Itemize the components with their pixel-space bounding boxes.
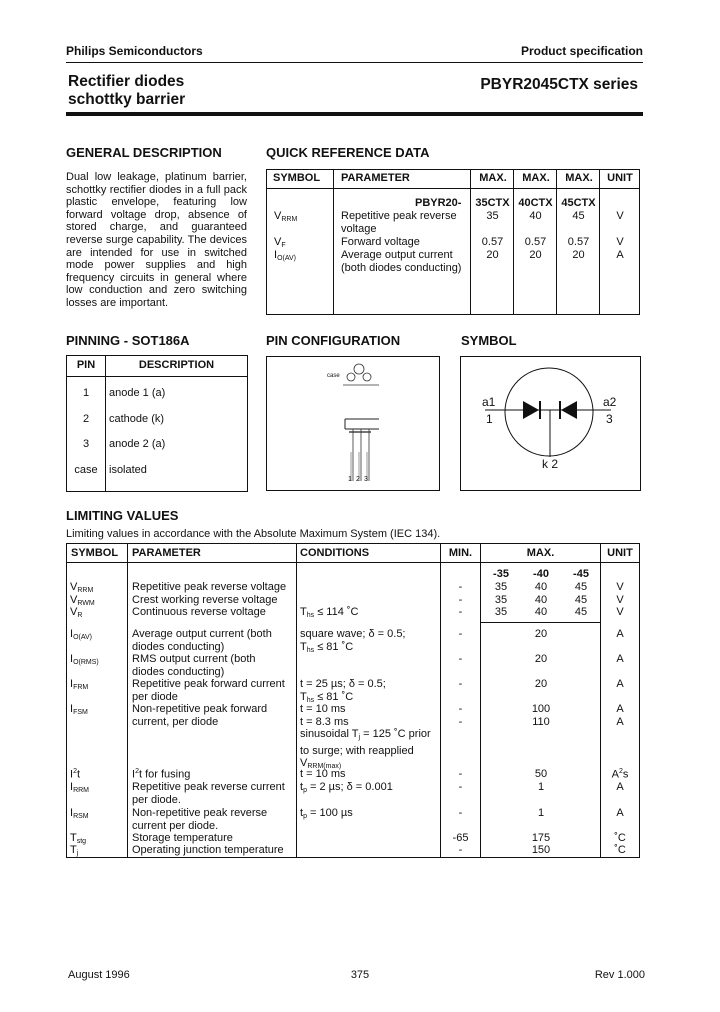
lv-row-max: 20 [534, 678, 548, 690]
lv-row-parameter: Repetitive peak reverse voltage [132, 581, 287, 593]
footer-revision: Rev 1.000 [594, 969, 645, 981]
symbol-heading: SYMBOL [461, 333, 517, 348]
lv-row-conditions: t = 10 ms [300, 768, 346, 780]
qrd-type-prefix: PBYR20- [415, 197, 462, 209]
lv-row-max: 150 [531, 844, 551, 856]
lv-row-symbol: $V_{RWM}$ [70, 594, 95, 607]
pin-label-2: 2 [356, 476, 360, 483]
pin-configuration-heading: PIN CONFIGURATION [266, 333, 401, 348]
general-description-text: Dual low leakage, platinum barrier, schottky rectifier diodes in a full pack plastic envelope, featuring low forward voltage drop, absence of stored charge, and guaranteed reverse surge capability. The devices are intended for use in switched mode power supplies and high frequency circuits in general where low conduction and zero switching losses are important. [66, 171, 247, 309]
qrd-header-parameter: PARAMETER [341, 172, 410, 184]
qrd-row-vrrm-40: 40 [529, 210, 542, 222]
lv-row-unit: A [616, 678, 624, 690]
lv-row-max: 1 [537, 807, 545, 819]
pin-configuration-diagram [266, 356, 440, 491]
lv-row-unit: V [616, 606, 624, 618]
qrd-header-unit: UNIT [607, 172, 633, 184]
package-outline-drawing [267, 357, 439, 490]
lv-row-unit: V [616, 594, 624, 606]
lv-row-symbol: $I_{FSM}$ [70, 703, 88, 716]
lv-row-parameter: $I^2t$ for fusing [132, 768, 191, 781]
lv-row-conditions: t = 10 ms t = 8.3 ms sinusoidal $T_j = 125$ ˚C prior to surge; with reapplied $V_{RRM(max)}$ [300, 703, 431, 770]
limiting-values-intro: Limiting values in accordance with the Absolute Maximum System (IEC 134). [66, 528, 441, 540]
pinning-row-desc: anode 2 (a) [109, 438, 166, 450]
lv-row-conditions: t = 25 µs; δ = 0.5; $T_{hs} \le 81$ ˚C [300, 678, 386, 704]
qrd-row-vrrm-parameter: Repetitive peak reverse voltage [341, 210, 457, 235]
qrd-row-io-35: 20 [486, 249, 499, 261]
qrd-header-rule [267, 188, 639, 189]
limiting-values-heading: LIMITING VALUES [66, 508, 179, 523]
lv-row-unit: A [616, 807, 624, 819]
lv-row-min: - [458, 768, 463, 780]
pin-label-1: 1 [348, 476, 352, 483]
lv-row-max: 35 [494, 606, 508, 618]
lv-row-symbol: $I_{FRM}$ [70, 678, 89, 691]
quick-reference-heading: QUICK REFERENCE DATA [266, 145, 430, 160]
lv-variant-40: -40 [533, 568, 549, 580]
qrd-type-45: 45CTX [561, 197, 596, 209]
qrd-header-symbol: SYMBOL [273, 172, 321, 184]
general-description-heading: GENERAL DESCRIPTION [66, 145, 222, 160]
lv-header-max: MAX. [526, 547, 555, 559]
qrd-row-vrrm-symbol: $V_{RRM}$ [274, 210, 298, 223]
lv-row-min: - [458, 781, 463, 793]
lv-row-max: 40 [534, 606, 548, 618]
qrd-row-io-45: 20 [572, 249, 585, 261]
pinning-row-pin: case [74, 464, 98, 476]
qrd-row-vf-symbol: $V_F$ [274, 236, 286, 249]
lv-row-unit: V [616, 581, 624, 593]
pinning-header-pin: PIN [76, 359, 96, 371]
lv-row-max: 45 [574, 581, 588, 593]
qrd-header-max-1: MAX. [479, 172, 507, 184]
lv-row-symbol: $I_{O(AV)}$ [70, 628, 92, 641]
qrd-row-vf-35: 0.57 [481, 236, 504, 248]
footer-date: August 1996 [68, 969, 130, 981]
title-line-2: schottky barrier [68, 91, 186, 108]
lv-header-conditions: CONDITIONS [300, 547, 370, 559]
company-name: Philips Semiconductors [66, 44, 203, 58]
lv-row-min: - [458, 678, 463, 690]
lv-row-conditions: $T_{hs} \le 114$ ˚C [300, 606, 359, 619]
qrd-header-max-2: MAX. [522, 172, 550, 184]
lv-row-symbol: $V_R$ [70, 606, 83, 619]
qrd-row-vf-parameter: Forward voltage [341, 236, 420, 248]
lv-row-symbol: $T_j$ [70, 844, 79, 857]
lv-row-max: 45 [574, 606, 588, 618]
pinning-header-description: DESCRIPTION [138, 359, 215, 371]
qrd-row-vf-45: 0.57 [567, 236, 590, 248]
lv-row-min: - [458, 628, 463, 640]
lv-row-parameter: Operating junction temperature [132, 844, 284, 856]
lv-row-min: - [458, 844, 463, 856]
qrd-header-max-3: MAX. [565, 172, 593, 184]
lv-row-symbol: $I_{RSM}$ [70, 807, 89, 820]
anode-2-label: a2 [603, 395, 617, 409]
lv-row-max: 40 [534, 594, 548, 606]
quick-reference-table [266, 169, 640, 315]
lv-row-unit: A A [616, 703, 624, 728]
pinning-row-pin: 3 [82, 438, 90, 450]
lv-row-symbol: $V_{RRM}$ [70, 581, 94, 594]
lv-row-parameter: Non-repetitive peak forward current, per diode [132, 703, 268, 728]
lv-row-symbol: $T_{stg}$ [70, 832, 87, 845]
lv-header-min: MIN. [448, 547, 473, 559]
lv-row-unit: A [616, 628, 624, 640]
lv-row-parameter: Crest working reverse voltage [132, 594, 278, 606]
lv-row-unit: A [616, 781, 624, 793]
pin-label-3: 3 [364, 476, 368, 483]
pinning-row-pin: 2 [82, 413, 90, 425]
lv-row-max: 35 [494, 594, 508, 606]
lv-row-conditions: $t_p = 2$ µs; δ = 0.001 [300, 781, 393, 794]
pinning-heading: PINNING - SOT186A [66, 333, 190, 348]
lv-variant-45: -45 [573, 568, 589, 580]
anode-1-label: a1 [482, 395, 496, 409]
lv-row-symbol: $I_{RRM}$ [70, 781, 90, 794]
pin-3-label: 3 [606, 412, 613, 426]
lv-row-max: 45 [574, 594, 588, 606]
lv-row-unit: A [616, 653, 624, 665]
lv-row-parameter: Repetitive peak reverse current per diode. [132, 781, 285, 806]
qrd-row-vf-40: 0.57 [524, 236, 547, 248]
header-rule [66, 62, 643, 63]
lv-row-unit: $A^2s$ [611, 768, 629, 781]
lv-row-unit: ˚C [614, 844, 626, 856]
title-rule [66, 112, 643, 116]
lv-row-symbol: $I^2t$ [70, 768, 81, 781]
lv-row-min: - [458, 606, 463, 618]
pin-1-label: 1 [486, 412, 493, 426]
qrd-row-vrrm-unit: V [616, 210, 624, 222]
lv-row-conditions: square wave; δ = 0.5; $T_{hs} \le 81$ ˚C [300, 628, 406, 654]
lv-variant-35: -35 [493, 568, 509, 580]
lv-row-min: - [458, 581, 463, 593]
lv-row-max: 175 [531, 832, 551, 844]
lv-row-parameter: RMS output current (both diodes conducting) [132, 653, 256, 678]
lv-row-max: 20 [534, 628, 548, 640]
lv-row-max: 100 110 [531, 703, 551, 728]
lv-row-conditions: $t_p = 100$ µs [300, 807, 353, 820]
qrd-type-40: 40CTX [518, 197, 553, 209]
pinning-row-desc: isolated [109, 464, 147, 476]
series-name: PBYR2045CTX series [480, 76, 638, 93]
case-label: case [327, 373, 340, 379]
qrd-row-io-unit: A [616, 249, 624, 261]
symbol-diagram [460, 356, 641, 491]
document-type: Product specification [520, 44, 643, 58]
lv-row-min: - - [458, 703, 463, 728]
qrd-row-vrrm-45: 45 [572, 210, 585, 222]
pinning-table [66, 355, 248, 492]
cathode-label: k 2 [542, 457, 559, 471]
lv-row-max: 20 [534, 653, 548, 665]
lv-row-max: 1 [537, 781, 545, 793]
lv-row-max: 35 [494, 581, 508, 593]
pinning-row-pin: 1 [82, 387, 90, 399]
lv-row-min: - [458, 653, 463, 665]
lv-row-parameter: Storage temperature [132, 832, 233, 844]
lv-row-min: -65 [452, 832, 469, 844]
lv-header-unit: UNIT [607, 547, 633, 559]
lv-row-min: - [458, 594, 463, 606]
qrd-row-io-40: 20 [529, 249, 542, 261]
document-title [68, 73, 185, 109]
lv-row-parameter: Average output current (both diodes conducting) [132, 628, 272, 653]
lv-row-max: 40 [534, 581, 548, 593]
footer-page-number: 375 [350, 969, 370, 981]
pinning-row-desc: cathode (k) [109, 413, 165, 425]
lv-row-parameter: Repetitive peak forward current per diode [132, 678, 285, 703]
qrd-row-io-parameter: Average output current (both diodes conducting) [341, 249, 462, 274]
qrd-type-35: 35CTX [475, 197, 510, 209]
lv-header-parameter: PARAMETER [132, 547, 201, 559]
lv-row-symbol: $I_{O(RMS)}$ [70, 653, 99, 666]
pinning-row-desc: anode 1 (a) [109, 387, 166, 399]
lv-row-unit: ˚C [614, 832, 626, 844]
qrd-row-vf-unit: V [616, 236, 624, 248]
title-line-1: Rectifier diodes [68, 73, 185, 90]
qrd-row-vrrm-35: 35 [486, 210, 499, 222]
lv-row-parameter: Non-repetitive peak reverse current per diode. [132, 807, 268, 832]
lv-row-parameter: Continuous reverse voltage [132, 606, 266, 618]
lv-row-min: - [458, 807, 463, 819]
limiting-values-table [66, 543, 640, 858]
lv-header-symbol: SYMBOL [71, 547, 119, 559]
lv-row-max: 50 [534, 768, 548, 780]
qrd-row-io-symbol: $I_{O(AV)}$ [274, 249, 296, 262]
